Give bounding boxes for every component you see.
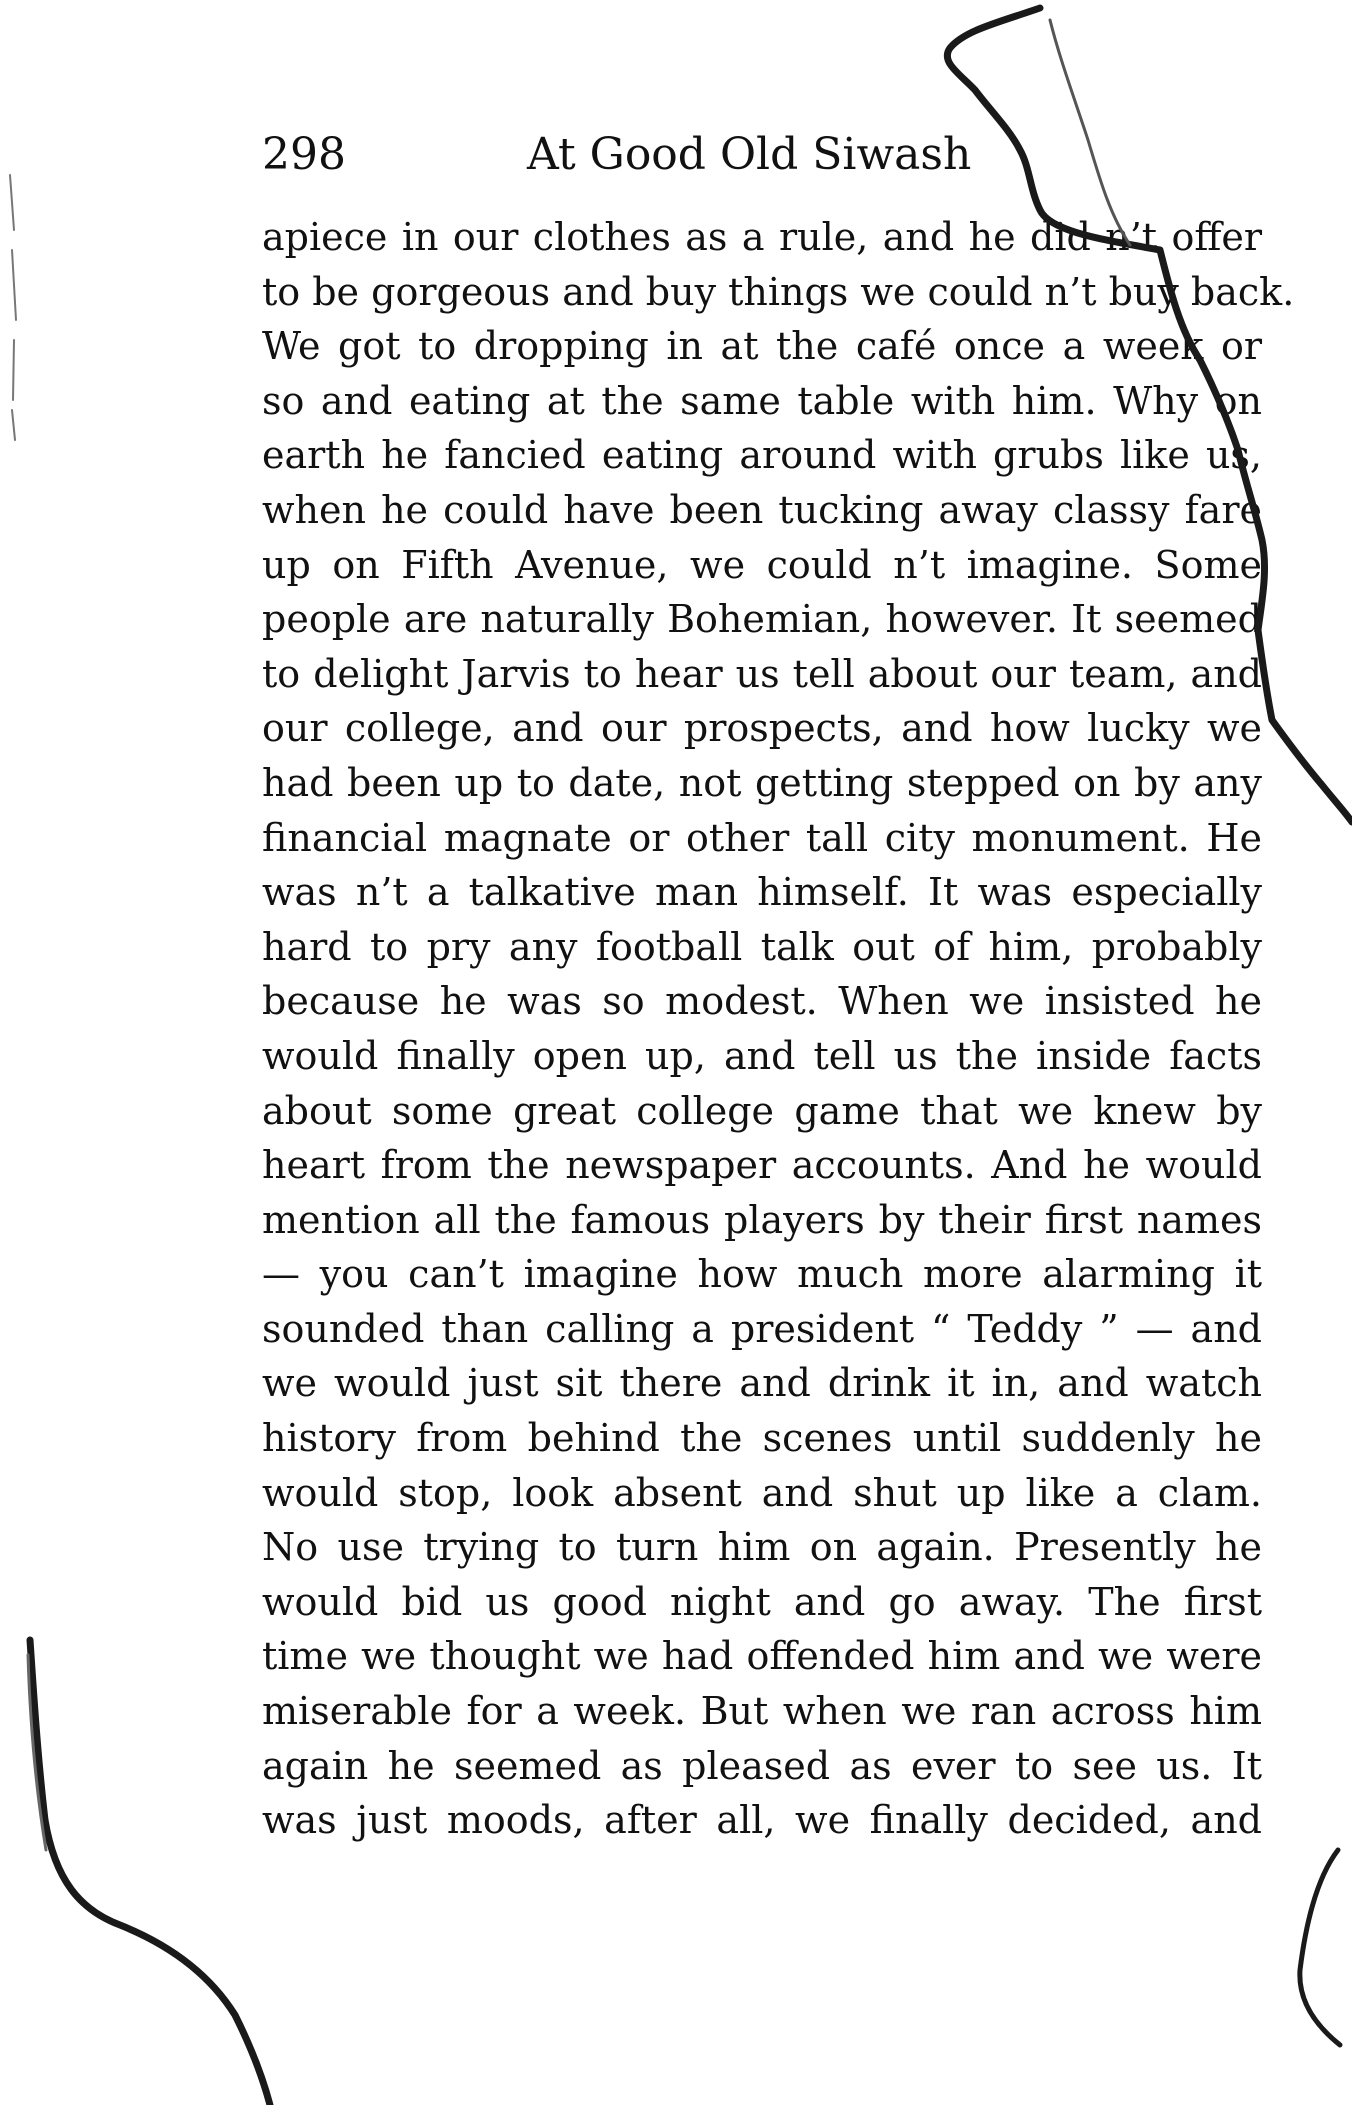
text-line: about some great college game that we knew by — [262, 1088, 1262, 1133]
running-title: At Good Old Siwash — [527, 129, 972, 180]
text-line: was just moods, after all, we finally decided, and — [262, 1798, 1262, 1843]
text-line: people are naturally Bohemian, however. It seemed — [262, 597, 1262, 642]
page-number: 298 — [262, 129, 346, 180]
text-line: up on Fifth Avenue, we could n’t imagine. Some — [262, 542, 1262, 587]
text-line: mention all the famous players by their first names — [262, 1197, 1262, 1242]
text-line: to be gorgeous and buy things we could n’t buy back. — [262, 269, 1295, 314]
text-line: was n’t a talkative man himself. It was especially — [262, 870, 1262, 915]
text-line: we would just sit there and drink it in, and watch — [262, 1361, 1262, 1406]
bottom-left-tear — [30, 1640, 270, 2105]
text-line: because he was so modest. When we insisted he — [262, 979, 1262, 1024]
text-line: sounded than calling a president “ Teddy ” — and — [262, 1306, 1262, 1351]
text-line: history from behind the scenes until suddenly he — [262, 1416, 1262, 1461]
text-line: so and eating at the same table with him. Why on — [262, 378, 1262, 423]
text-line: financial magnate or other tall city monument. He — [262, 815, 1262, 860]
text-line: apiece in our clothes as a rule, and he did n’t offer — [262, 215, 1262, 259]
text-line: heart from the newspaper accounts. And he would — [262, 1143, 1262, 1188]
left-edge-marks — [10, 175, 16, 440]
text-line: had been up to date, not getting stepped on by any — [262, 760, 1262, 805]
bottom-right-tear — [1300, 1850, 1340, 2045]
text-line: No use trying to turn him on again. Presently he — [262, 1525, 1262, 1570]
text-line: earth he fancied eating around with grubs like us, — [262, 433, 1262, 478]
page-header — [262, 125, 1262, 185]
text-line: to delight Jarvis to hear us tell about our team, and — [262, 651, 1262, 696]
text-line: miserable for a week. But when we ran across him — [262, 1689, 1262, 1734]
text-line: our college, and our prospects, and how lucky we — [262, 706, 1262, 751]
text-line: We got to dropping in at the café once a week or — [262, 324, 1262, 369]
text-line: when he could have been tucking away classy fare — [262, 487, 1262, 532]
text-line: hard to pry any football talk out of him, probably — [262, 924, 1262, 969]
text-line: would finally open up, and tell us the inside facts — [262, 1033, 1262, 1078]
text-line: time we thought we had offended him and we were — [262, 1634, 1262, 1679]
text-line: — you can’t imagine how much more alarming it — [262, 1252, 1262, 1297]
text-line: would bid us good night and go away. The first — [262, 1579, 1262, 1624]
text-line: would stop, look absent and shut up like a clam. — [262, 1470, 1262, 1515]
text-line: again he seemed as pleased as ever to see us. It — [262, 1743, 1262, 1788]
body-text — [262, 210, 1295, 1848]
